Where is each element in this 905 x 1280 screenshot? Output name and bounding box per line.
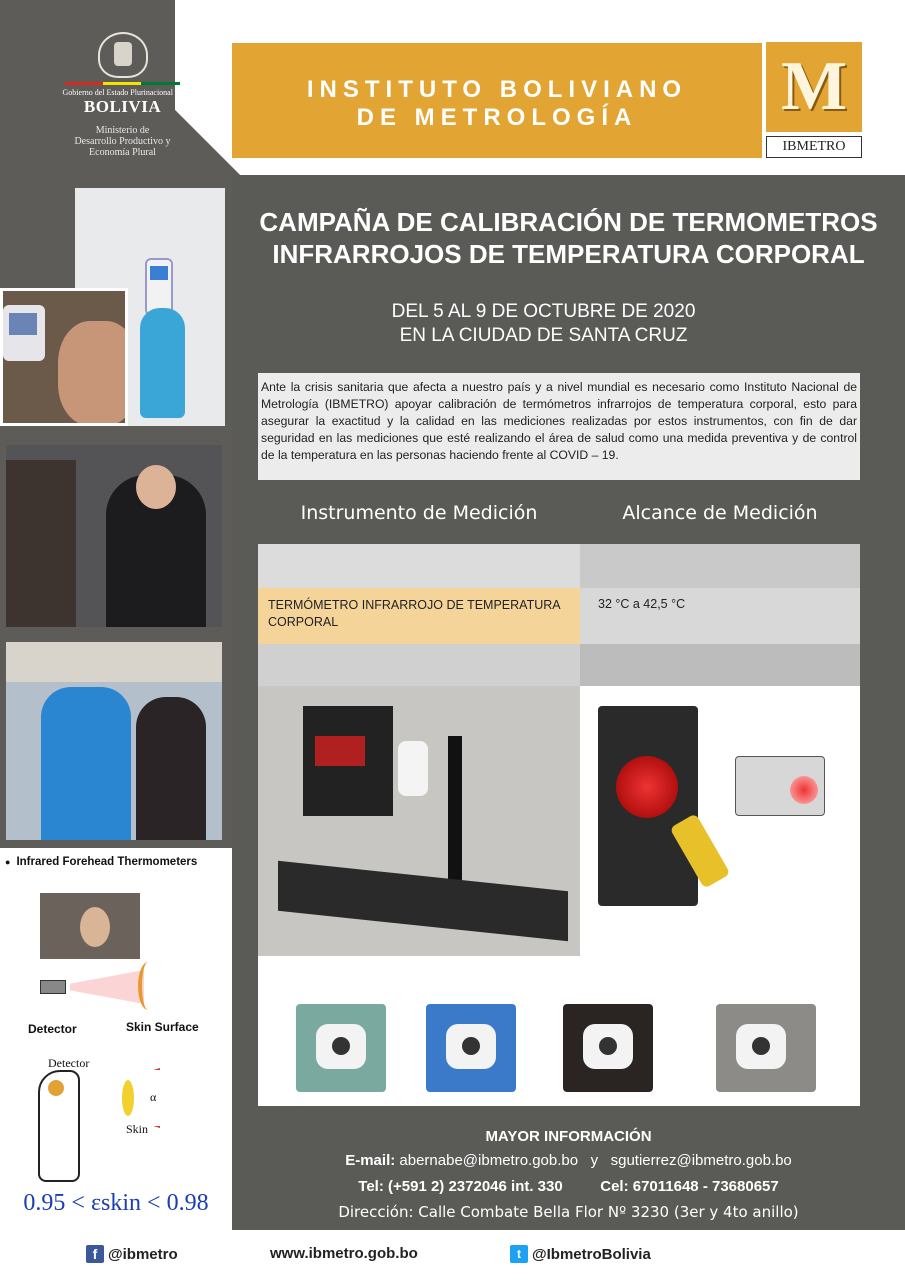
photo-thermometer-types	[258, 956, 860, 1106]
flame-icon	[122, 1080, 134, 1116]
table-spacer-row	[258, 644, 580, 686]
detector-label-2: Detector	[48, 1056, 90, 1070]
skin-label: Skin	[126, 1122, 149, 1136]
infrared-label: ● Infrared Forehead Thermometers	[5, 856, 227, 868]
email-link-2[interactable]: sgutierrez@ibmetro.gob.bo	[610, 1152, 792, 1169]
emissivity-formula: 0.95 < εskin < 0.98	[23, 1190, 209, 1216]
logo-letter: M	[780, 48, 848, 125]
skin-surface-label: Skin Surface	[126, 1020, 199, 1034]
skin-surface-icon	[138, 962, 158, 1010]
institute-name: INSTITUTO BOLIVIANO DE METROLOGÍA	[306, 76, 688, 131]
thermometer-gun-icon	[38, 1070, 80, 1182]
intro-paragraph: Ante la crisis sanitaria que afecta a nuestro país y a nivel mundial es necesario como Instituto Nacional de Metrología (IBMETRO) apoyar calibración de termómetros infrarrojos de temperatura corporal, esto para asegurar la exactitud y la calidad en las mediciones realizadas por estos instrumentos, con fin de dar seguridad en las mediciones que esté realizando el área de salud como una medida preventiva y de control de la temperatura en las personas haciendo frente al COVID – 19.	[258, 373, 860, 480]
alpha-label: α	[150, 1090, 157, 1104]
email-line: E-mail: abernabe@ibmetro.gob.bo y sgutierrez@ibmetro.gob.bo	[345, 1152, 792, 1169]
country-name: BOLIVIA	[83, 97, 162, 116]
facebook-icon: f	[86, 1245, 104, 1263]
contact-info	[232, 1126, 905, 1224]
website-link[interactable]: www.ibmetro.gob.bo	[270, 1245, 418, 1262]
ibmetro-logo	[766, 42, 862, 132]
photo-street-screening	[6, 642, 222, 840]
campaign-dates: DEL 5 AL 9 DE OCTUBRE DE 2020 EN LA CIUDAD DE SANTA CRUZ	[391, 301, 696, 346]
phone-line: Tel: (+591 2) 2372046 int. 330 Cel: 67011648 - 73680657	[358, 1178, 779, 1195]
footer	[0, 1230, 905, 1280]
photo-forehead-measurement	[0, 288, 128, 426]
photo-guard-measuring	[6, 445, 222, 627]
government-line: Gobierno del Estado Plurinacional de	[62, 88, 183, 97]
twitter-icon: t	[510, 1245, 528, 1263]
ministry-name: Ministerio de Desarrollo Productivo y Economía Plural	[74, 125, 171, 158]
photo-calibration-lab	[258, 686, 580, 956]
table-header-range: Alcance de Medición	[580, 482, 860, 544]
flag-stripe	[65, 82, 180, 85]
coat-of-arms-icon	[98, 32, 148, 78]
photo-child-screening	[40, 893, 140, 959]
detector-label: Detector	[28, 1022, 77, 1036]
logo-label: IBMETRO	[766, 136, 862, 158]
table-cell-instrument: TERMÓMETRO INFRARROJO DE TEMPERATURA CORPORAL	[258, 588, 580, 644]
email-link-1[interactable]: abernabe@ibmetro.gob.bo	[399, 1152, 579, 1169]
photo-blackbody-diagram	[580, 686, 860, 956]
table-spacer-cell	[580, 544, 860, 588]
table-spacer-cell	[580, 644, 860, 686]
contact-heading: MAYOR INFORMACIÓN	[485, 1128, 652, 1145]
facebook-link[interactable]: f @ibmetro	[86, 1245, 178, 1263]
table-header-instrument: Instrumento de Medición	[258, 482, 580, 544]
detector-icon	[40, 980, 66, 994]
institute-banner	[232, 43, 762, 158]
address-line: Dirección: Calle Combate Bella Flor Nº 3230 (3er y 4to anillo)	[338, 1203, 799, 1221]
table-cell-range: 32 °C a 42,5 °C	[580, 588, 860, 644]
twitter-link[interactable]: t @IbmetroBolivia	[510, 1245, 651, 1263]
government-crest	[55, 32, 190, 158]
campaign-title: CAMPAÑA DE CALIBRACIÓN DE TERMOMETROS INFRARROJOS DE TEMPERATURA CORPORAL	[259, 207, 878, 269]
